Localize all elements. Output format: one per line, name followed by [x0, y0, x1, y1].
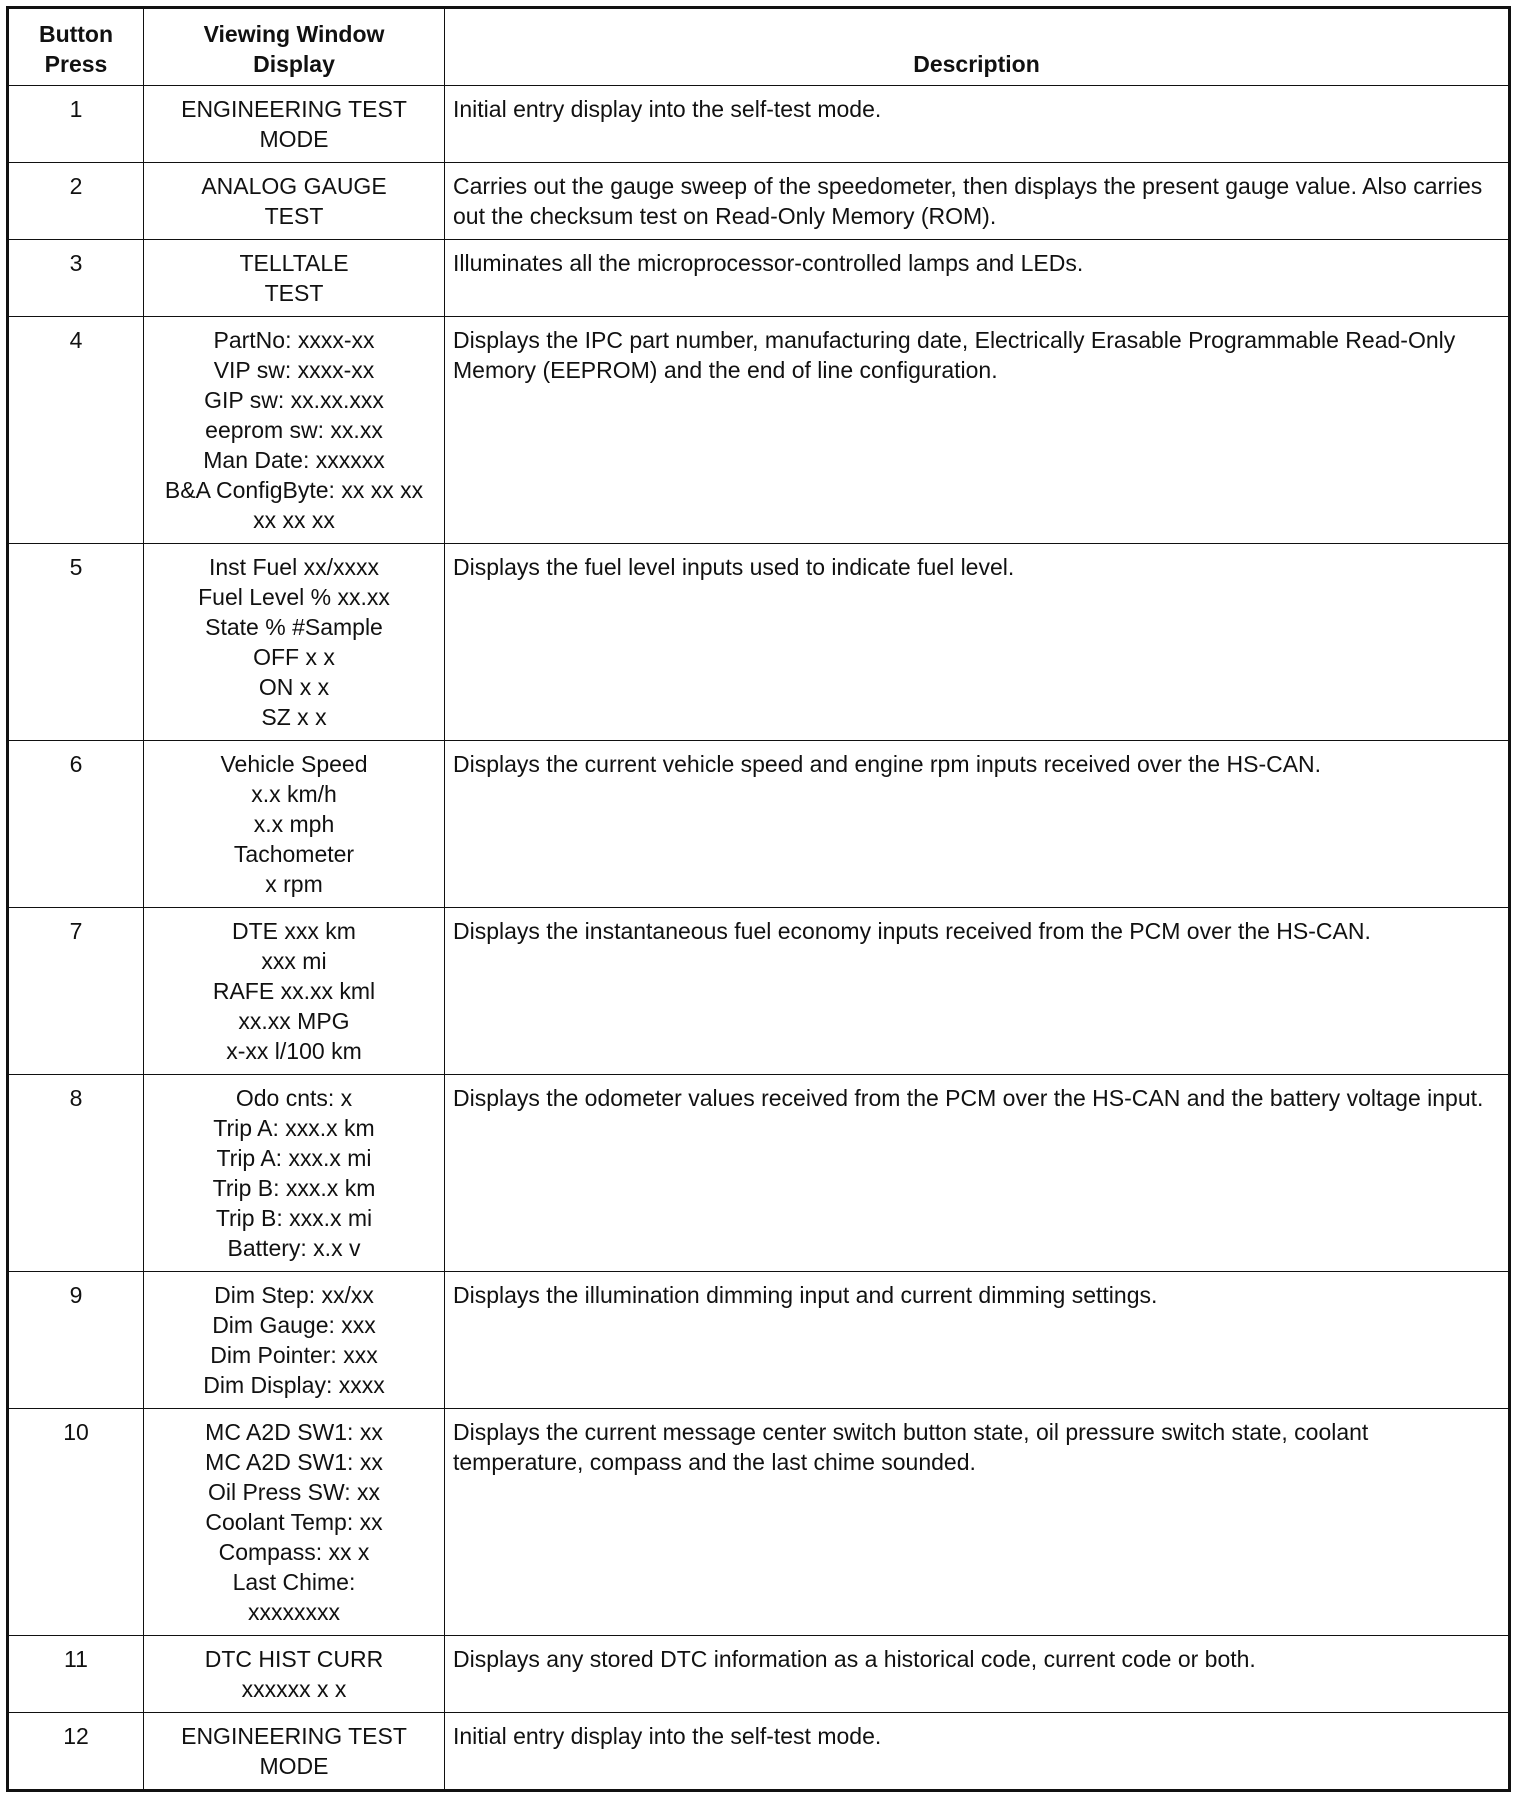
display-line: x-xx l/100 km	[226, 1038, 362, 1064]
display-line: Oil Press SW: xx	[207, 1479, 381, 1505]
display-line: MODE	[259, 1753, 329, 1779]
button-press-cell: 2	[8, 163, 144, 240]
header-viewing-window-line: Viewing Window	[203, 21, 385, 47]
table-row	[8, 86, 1510, 163]
display-line: xxxxxx x x	[241, 1676, 347, 1702]
display-line: x rpm	[265, 871, 323, 897]
display-line: PartNo: xxxx-xx	[213, 327, 375, 353]
display-line: SZ x x	[261, 704, 327, 730]
header-viewing-window-display	[144, 8, 445, 86]
display-line: Trip B: xxx.x km	[212, 1175, 376, 1201]
table-row	[8, 1409, 1510, 1636]
display-line: VIP sw: xxxx-xx	[213, 357, 375, 383]
header-description-label: Description	[913, 51, 1040, 77]
viewing-window-display-cell	[144, 908, 445, 1075]
display-line: x.x mph	[253, 811, 335, 837]
display-line: ON x x	[258, 674, 330, 700]
table-row	[8, 163, 1510, 240]
header-button-press	[8, 8, 144, 86]
viewing-window-display-cell	[144, 86, 445, 163]
display-line: ANALOG GAUGE	[201, 173, 387, 199]
button-press-cell: 3	[8, 240, 144, 317]
description-cell: Initial entry display into the self-test mode.	[445, 1713, 1510, 1791]
display-line: xxx mi	[261, 948, 327, 974]
header-button-press-line: Button	[38, 21, 114, 47]
display-line: MC A2D SW1: xx	[205, 1449, 383, 1475]
button-press-cell: 8	[8, 1075, 144, 1272]
display-line: Battery: x.x v	[227, 1235, 361, 1261]
display-line: eeprom sw: xx.xx	[205, 417, 383, 443]
display-line: DTC HIST CURR	[204, 1646, 384, 1672]
viewing-window-display-cell	[144, 1075, 445, 1272]
viewing-window-display-cell	[144, 1409, 445, 1636]
table-row	[8, 317, 1510, 544]
display-line: xx xx xx	[253, 507, 335, 533]
display-line: xx.xx MPG	[238, 1008, 350, 1034]
button-press-cell: 7	[8, 908, 144, 1075]
display-line: Trip A: xxx.x km	[213, 1115, 375, 1141]
description-cell: Illuminates all the microprocessor-controlled lamps and LEDs.	[445, 240, 1510, 317]
button-press-cell: 9	[8, 1272, 144, 1409]
table-row	[8, 1075, 1510, 1272]
display-line: Dim Display: xxxx	[203, 1372, 385, 1398]
display-line: Odo cnts: x	[235, 1085, 353, 1111]
display-line: State % #Sample	[205, 614, 383, 640]
description-cell: Displays the odometer values received from the PCM over the HS-CAN and the battery voltage input.	[445, 1075, 1510, 1272]
viewing-window-display-cell	[144, 317, 445, 544]
table-row	[8, 1272, 1510, 1409]
button-press-cell: 6	[8, 741, 144, 908]
description-cell: Displays the IPC part number, manufacturing date, Electrically Erasable Programmable Read-Only Memory (EEPROM) and the end of line configuration.	[445, 317, 1510, 544]
display-line: Vehicle Speed	[220, 751, 368, 777]
table-row	[8, 1713, 1510, 1791]
description-cell: Displays the illumination dimming input and current dimming settings.	[445, 1272, 1510, 1409]
display-line: Fuel Level % xx.xx	[198, 584, 390, 610]
display-line: TELLTALE	[239, 250, 349, 276]
table-row	[8, 1636, 1510, 1713]
display-line: xxxxxxxx	[248, 1599, 340, 1625]
display-line: DTE xxx km	[232, 918, 356, 944]
display-line: Inst Fuel xx/xxxx	[209, 554, 379, 580]
display-line: ENGINEERING TEST	[181, 1723, 407, 1749]
table-row	[8, 240, 1510, 317]
self-test-table-container	[6, 6, 1508, 1792]
header-row	[8, 8, 1510, 86]
viewing-window-display-cell	[144, 163, 445, 240]
display-line: Compass: xx x	[218, 1539, 370, 1565]
display-line: x.x km/h	[251, 781, 337, 807]
description-cell: Displays the instantaneous fuel economy inputs received from the PCM over the HS-CAN.	[445, 908, 1510, 1075]
header-viewing-window-line: Display	[253, 51, 335, 77]
viewing-window-display-cell	[144, 741, 445, 908]
button-press-cell: 12	[8, 1713, 144, 1791]
display-line: TEST	[264, 203, 324, 229]
description-cell: Carries out the gauge sweep of the speedometer, then displays the present gauge value. Also carries out the checksum test on Read-Only Memory (ROM).	[445, 163, 1510, 240]
button-press-cell: 10	[8, 1409, 144, 1636]
display-line: Man Date: xxxxxx	[203, 447, 385, 473]
display-line: B&A ConfigByte: xx xx xx	[164, 477, 424, 503]
self-test-table	[6, 6, 1511, 1792]
table-row	[8, 544, 1510, 741]
header-description	[445, 8, 1510, 86]
display-line: Dim Gauge: xxx	[212, 1312, 376, 1338]
table-row	[8, 741, 1510, 908]
description-cell: Displays the fuel level inputs used to indicate fuel level.	[445, 544, 1510, 741]
viewing-window-display-cell	[144, 1272, 445, 1409]
viewing-window-display-cell	[144, 240, 445, 317]
header-button-press-line: Press	[44, 51, 108, 77]
table-row	[8, 908, 1510, 1075]
viewing-window-display-cell	[144, 544, 445, 741]
display-line: Last Chime:	[232, 1569, 356, 1595]
display-line: MODE	[259, 126, 329, 152]
button-press-cell: 1	[8, 86, 144, 163]
display-line: Trip A: xxx.x mi	[216, 1145, 372, 1171]
display-line: Coolant Temp: xx	[205, 1509, 383, 1535]
display-line: Dim Pointer: xxx	[210, 1342, 378, 1368]
display-line: Trip B: xxx.x mi	[215, 1205, 373, 1231]
display-line: ENGINEERING TEST	[181, 96, 407, 122]
display-line: RAFE xx.xx kml	[212, 978, 376, 1004]
viewing-window-display-cell	[144, 1713, 445, 1791]
table-body	[8, 86, 1510, 1791]
description-cell: Displays any stored DTC information as a historical code, current code or both.	[445, 1636, 1510, 1713]
display-line: Tachometer	[233, 841, 355, 867]
display-line: OFF x x	[253, 644, 335, 670]
button-press-cell: 11	[8, 1636, 144, 1713]
button-press-cell: 4	[8, 317, 144, 544]
description-cell: Displays the current vehicle speed and engine rpm inputs received over the HS-CAN.	[445, 741, 1510, 908]
description-cell: Initial entry display into the self-test mode.	[445, 86, 1510, 163]
viewing-window-display-cell	[144, 1636, 445, 1713]
display-line: MC A2D SW1: xx	[205, 1419, 383, 1445]
display-line: Dim Step: xx/xx	[214, 1282, 374, 1308]
display-line: TEST	[264, 280, 324, 306]
description-cell: Displays the current message center switch button state, oil pressure switch state, coolant temperature, compass and the last chime sounded.	[445, 1409, 1510, 1636]
display-line: GIP sw: xx.xx.xxx	[204, 387, 384, 413]
button-press-cell: 5	[8, 544, 144, 741]
